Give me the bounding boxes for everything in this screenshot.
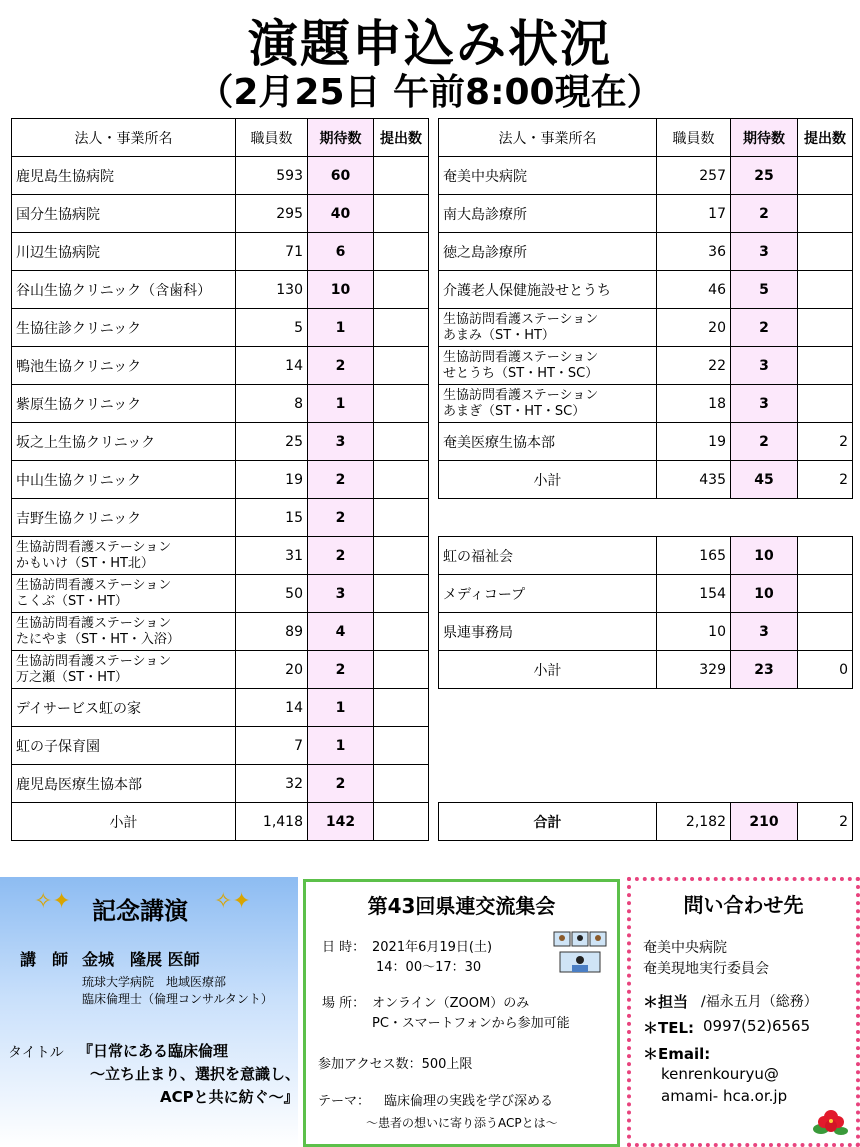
employee-count: 435: [657, 461, 731, 499]
expected-count: 1: [308, 689, 374, 727]
employee-count: 1,418: [236, 803, 308, 841]
expected-count: 3: [731, 347, 798, 385]
lecture-title-line3: ACPと共に紡ぐ～』: [160, 1088, 299, 1106]
submitted-count: [374, 765, 429, 803]
table-row: [12, 347, 429, 385]
facility-name-line2: せとうち（ST・HT・SC）: [443, 365, 599, 381]
table-row: [439, 385, 853, 423]
facility-name-line2: あまぎ（ST・HT・SC）: [443, 403, 586, 419]
contact-box: [627, 877, 860, 1147]
facility-name: 鹿児島医療生協本部: [12, 765, 236, 803]
facility-name: メディコープ: [439, 575, 657, 613]
left-table: [11, 118, 429, 841]
meeting-box: [303, 879, 620, 1147]
column-header-submitted: 提出数: [374, 119, 429, 157]
place-value: オンライン（ZOOM）のみ: [372, 996, 530, 1011]
table-row: [439, 195, 853, 233]
employee-count: 5: [236, 309, 308, 347]
online-meeting-icon: [552, 930, 608, 978]
sparkle-icon: ✧✦: [34, 889, 71, 914]
column-header-submitted: 提出数: [798, 119, 853, 157]
employee-count: 257: [657, 157, 731, 195]
submitted-count: [374, 537, 429, 575]
table-row: [12, 195, 429, 233]
facility-name: 鹿児島生協病院: [12, 157, 236, 195]
table-row: [12, 765, 429, 803]
expected-count: 142: [308, 803, 374, 841]
facility-name: 中山生協クリニック: [12, 461, 236, 499]
table-row: [439, 537, 853, 575]
employee-count: 165: [657, 537, 731, 575]
facility-name-line1: 生協訪問看護ステーション: [443, 349, 599, 365]
place-devices: PC・スマートフォンから参加可能: [372, 1016, 570, 1031]
facility-name-line1: 生協訪問看護ステーション: [16, 577, 172, 593]
submitted-count: [798, 157, 853, 195]
submitted-count: 2: [798, 423, 853, 461]
subtotal-row: [439, 651, 853, 689]
employee-count: 17: [657, 195, 731, 233]
expected-count: 5: [731, 271, 798, 309]
table-row: [12, 689, 429, 727]
contact-org: 奄美中央病院: [643, 940, 727, 956]
expected-count: 2: [308, 537, 374, 575]
facility-name: 国分生協病院: [12, 195, 236, 233]
table-row: [12, 651, 429, 689]
submitted-count: [798, 613, 853, 651]
tel-label: ＊TEL:: [643, 1019, 695, 1037]
expected-count: 3: [731, 613, 798, 651]
column-header-name: 法人・事業所名: [439, 119, 657, 157]
employee-count: 329: [657, 651, 731, 689]
employee-count: 36: [657, 233, 731, 271]
expected-count: 2: [731, 309, 798, 347]
employee-count: 89: [236, 613, 308, 651]
expected-count: 40: [308, 195, 374, 233]
facility-name-line2: 万之瀬（ST・HT）: [16, 669, 128, 685]
total-label: 小計: [12, 803, 236, 841]
meeting-heading: 第43回県連交流集会: [367, 894, 556, 918]
expected-count: 4: [308, 613, 374, 651]
lecturer-label: 講 師: [20, 950, 69, 969]
lecture-title-label: タイトル: [8, 1045, 64, 1061]
employee-count: 71: [236, 233, 308, 271]
lecture-heading: 記念講演: [92, 897, 188, 925]
column-header-employees: 職員数: [657, 119, 731, 157]
person-value: /福永五月（総務）: [701, 994, 818, 1010]
table-row: [12, 537, 429, 575]
email-line2[interactable]: amami- hca.or.jp: [661, 1087, 788, 1105]
employee-count: 20: [657, 309, 731, 347]
employee-count: 295: [236, 195, 308, 233]
lecture-box: [0, 877, 301, 1147]
submitted-count: [798, 537, 853, 575]
employee-count: 20: [236, 651, 308, 689]
expected-count: 1: [308, 727, 374, 765]
facility-name: 鴨池生協クリニック: [12, 347, 236, 385]
person-label: ＊担当: [643, 993, 689, 1011]
submitted-count: [374, 499, 429, 537]
submitted-count: [374, 347, 429, 385]
employee-count: 10: [657, 613, 731, 651]
access-limit: 参加アクセス数：500上限: [318, 1057, 473, 1072]
submitted-count: [798, 271, 853, 309]
employee-count: 14: [236, 347, 308, 385]
facility-name: 虹の子保育園: [12, 727, 236, 765]
table-row: [439, 423, 853, 461]
facility-name-line1: 生協訪問看護ステーション: [16, 615, 172, 631]
expected-count: 10: [308, 271, 374, 309]
submitted-count: 2: [798, 461, 853, 499]
lecture-title-line2: ～立ち止まり、選択を意識し、: [90, 1065, 301, 1083]
expected-count: 210: [731, 803, 798, 841]
table-row: [12, 575, 429, 613]
subtotal-row: [12, 803, 429, 841]
submitted-count: [374, 233, 429, 271]
employee-count: 22: [657, 347, 731, 385]
table-header-row: [12, 119, 429, 157]
contact-heading: 問い合わせ先: [683, 893, 804, 917]
table-row: [12, 423, 429, 461]
table-row: [12, 157, 429, 195]
facility-name-line2: こくぶ（ST・HT）: [16, 593, 128, 609]
facility-name: 県連事務局: [439, 613, 657, 651]
submitted-count: [374, 385, 429, 423]
column-header-expected: 期待数: [308, 119, 374, 157]
submitted-count: [798, 575, 853, 613]
facility-name-line2: かもいけ（ST・HT北）: [16, 555, 154, 571]
expected-count: 2: [308, 499, 374, 537]
facility-name-line1: 生協訪問看護ステーション: [443, 387, 599, 403]
facility-name: 生協往診クリニック: [12, 309, 236, 347]
expected-count: 2: [731, 195, 798, 233]
table-row: [439, 233, 853, 271]
table-row: [12, 461, 429, 499]
expected-count: 1: [308, 385, 374, 423]
submitted-count: [374, 803, 429, 841]
submitted-count: [798, 309, 853, 347]
facility-name: [12, 613, 236, 651]
theme-value: 臨床倫理の実践を学び深める: [384, 1094, 554, 1109]
theme-subtitle: ～患者の想いに寄り添うACPとは～: [366, 1116, 558, 1130]
submitted-count: [374, 309, 429, 347]
tel-value: 0997(52)6565: [703, 1017, 811, 1035]
hibiscus-flower-icon: [813, 1107, 849, 1139]
theme-label: テーマ：: [318, 1094, 371, 1109]
employee-count: 19: [657, 423, 731, 461]
expected-count: 2: [308, 347, 374, 385]
submitted-count: [374, 461, 429, 499]
total-label: 小計: [439, 461, 657, 499]
facility-name: 奄美医療生協本部: [439, 423, 657, 461]
expected-count: 60: [308, 157, 374, 195]
facility-name: デイサービス虹の家: [12, 689, 236, 727]
facility-name-line2: たにやま（ST・HT・入浴）: [16, 631, 180, 647]
facility-name: [439, 309, 657, 347]
facility-name: [12, 651, 236, 689]
facility-name: [439, 347, 657, 385]
submitted-count: [798, 347, 853, 385]
grand-total-row: [439, 803, 853, 841]
table-row: [439, 157, 853, 195]
table-header-row: [439, 119, 853, 157]
table-row: [12, 233, 429, 271]
facility-name: 紫原生協クリニック: [12, 385, 236, 423]
table-row: [12, 385, 429, 423]
submitted-count: [374, 575, 429, 613]
facility-name-line1: 生協訪問看護ステーション: [443, 311, 599, 327]
spacer-row: [439, 727, 853, 765]
expected-count: 2: [308, 651, 374, 689]
expected-count: 6: [308, 233, 374, 271]
submitted-count: [798, 385, 853, 423]
expected-count: 10: [731, 575, 798, 613]
date-value: 2021年6月19日(土): [372, 940, 493, 955]
lecturer-affiliation: 琉球大学病院 地域医療部: [82, 975, 227, 989]
employee-count: 18: [657, 385, 731, 423]
expected-count: 3: [731, 233, 798, 271]
facility-name-line1: 生協訪問看護ステーション: [16, 539, 172, 555]
page-title: 演題申込み状況: [248, 15, 612, 73]
submitted-count: [374, 157, 429, 195]
spacer-row: [439, 499, 853, 537]
employee-count: 130: [236, 271, 308, 309]
column-header-expected: 期待数: [731, 119, 798, 157]
employee-count: 14: [236, 689, 308, 727]
table-row: [12, 499, 429, 537]
expected-count: 1: [308, 309, 374, 347]
facility-name-line2: あまみ（ST・HT）: [443, 327, 555, 343]
facility-name: 徳之島診療所: [439, 233, 657, 271]
page-subtitle: （2月25日 午前8:00現在）: [197, 72, 663, 113]
table-row: [439, 347, 853, 385]
employee-count: 19: [236, 461, 308, 499]
expected-count: 3: [308, 423, 374, 461]
employee-count: 154: [657, 575, 731, 613]
expected-count: 3: [731, 385, 798, 423]
table-row: [439, 575, 853, 613]
total-label: 小計: [439, 651, 657, 689]
right-table: [438, 118, 853, 841]
submitted-count: 2: [798, 803, 853, 841]
facility-name: [12, 537, 236, 575]
contact-committee: 奄美現地実行委員会: [643, 961, 769, 977]
employee-count: 50: [236, 575, 308, 613]
submitted-count: [374, 271, 429, 309]
expected-count: 10: [731, 537, 798, 575]
place-label: 場 所：: [322, 996, 366, 1011]
total-label: 合計: [439, 803, 657, 841]
email-line1[interactable]: kenrenkouryu@: [661, 1065, 779, 1083]
spacer-row: [439, 765, 853, 803]
facility-name-line1: 生協訪問看護ステーション: [16, 653, 172, 669]
employee-count: 32: [236, 765, 308, 803]
lecture-title-line1: 『日常にある臨床倫理: [78, 1042, 229, 1060]
table-row: [12, 271, 429, 309]
sparkle-icon: ✧✦: [214, 889, 251, 914]
employee-count: 31: [236, 537, 308, 575]
submitted-count: [798, 233, 853, 271]
expected-count: 45: [731, 461, 798, 499]
facility-name: 介護老人保健施設せとうち: [439, 271, 657, 309]
submitted-count: 0: [798, 651, 853, 689]
facility-name: 坂之上生協クリニック: [12, 423, 236, 461]
table-row: [12, 309, 429, 347]
facility-name: [439, 385, 657, 423]
facility-name: 吉野生協クリニック: [12, 499, 236, 537]
employee-count: 8: [236, 385, 308, 423]
spacer-row: [439, 689, 853, 727]
facility-name: 川辺生協病院: [12, 233, 236, 271]
table-row: [12, 613, 429, 651]
lecturer-name: 金城 隆展 医師: [82, 950, 200, 969]
table-row: [439, 613, 853, 651]
submitted-count: [374, 727, 429, 765]
expected-count: 2: [308, 765, 374, 803]
submitted-count: [374, 651, 429, 689]
expected-count: 25: [731, 157, 798, 195]
submitted-count: [374, 689, 429, 727]
facility-name: 谷山生協クリニック（含歯科）: [12, 271, 236, 309]
employee-count: 7: [236, 727, 308, 765]
employee-count: 46: [657, 271, 731, 309]
column-header-employees: 職員数: [236, 119, 308, 157]
facility-name: [12, 575, 236, 613]
submitted-count: [374, 195, 429, 233]
facility-name: 南大島診療所: [439, 195, 657, 233]
submitted-count: [798, 195, 853, 233]
facility-name: 奄美中央病院: [439, 157, 657, 195]
facility-name: 虹の福祉会: [439, 537, 657, 575]
expected-count: 23: [731, 651, 798, 689]
employee-count: 15: [236, 499, 308, 537]
column-header-name: 法人・事業所名: [12, 119, 236, 157]
lecturer-qualification: 臨床倫理士（倫理コンサルタント）: [82, 992, 273, 1006]
table-row: [12, 727, 429, 765]
date-label: 日 時：: [322, 940, 366, 955]
time-value: 14：00～17：30: [376, 960, 482, 975]
employee-count: 25: [236, 423, 308, 461]
subtotal-row: [439, 461, 853, 499]
employee-count: 593: [236, 157, 308, 195]
expected-count: 3: [308, 575, 374, 613]
table-row: [439, 271, 853, 309]
submitted-count: [374, 613, 429, 651]
email-label: ＊Email:: [643, 1045, 711, 1063]
expected-count: 2: [308, 461, 374, 499]
submitted-count: [374, 423, 429, 461]
employee-count: 2,182: [657, 803, 731, 841]
table-row: [439, 309, 853, 347]
expected-count: 2: [731, 423, 798, 461]
